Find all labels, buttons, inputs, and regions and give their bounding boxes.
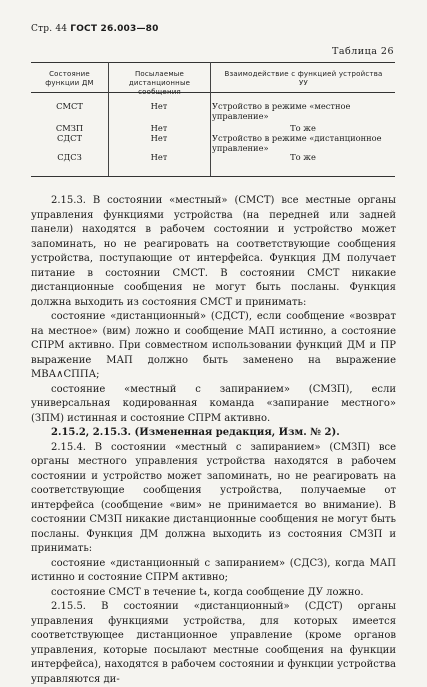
amendment-note: 2.15.2, 2.15.3. (Измененная редакция, Изм. № 2). <box>51 427 340 438</box>
column-header-messages: Посылаемые дистанционные сообщения <box>128 70 191 96</box>
table-cell-state: СМСТ <box>56 101 83 111</box>
table-cell-messages: Нет <box>150 133 168 143</box>
table-col-divider <box>210 62 211 176</box>
standard-code: ГОСТ 26.003—80 <box>70 24 159 34</box>
page-number: Стр. 44 <box>31 24 68 34</box>
table-cell-state: СДСТ <box>57 133 82 143</box>
body-text <box>31 194 396 687</box>
paragraph: 2.15.5. В состоянии «дистанционный» (СДСТ) органы управления функциями устройства, для которых имеется соответствующее дистанционное управление (кроме органов управления, которые посылают местные сообщения на функции интерфейса), находятся в рабочем состоянии и функции устройства управляются ди- <box>31 601 396 685</box>
table-cell-messages: Нет <box>150 123 168 133</box>
table-cell-state: СМЗП <box>55 123 84 133</box>
table-cell-messages: Нет <box>150 152 168 162</box>
state-table <box>31 62 395 177</box>
table-cell-messages: Нет <box>150 101 168 111</box>
table-cell-interaction: Устройство в режиме «дистанционное управление» <box>212 133 382 153</box>
column-header-state: Состояние функции ДМ <box>45 70 94 87</box>
page-header <box>31 24 159 34</box>
table-cell-interaction: Устройство в режиме «местное управление» <box>212 101 351 121</box>
table-top-rule <box>31 62 395 63</box>
column-header-interaction: Взаимодействие с функцией устройства УУ <box>224 70 383 87</box>
table-cell-state: СДСЗ <box>57 152 82 162</box>
paragraph: 2.15.3. В состоянии «местный» (СМСТ) все местные органы управления функциями устройства (на передней или задней панели) находятся в рабочем состоянии и устройство может запоминать, но не реагировать на соответствующие сообщения устройства, поступающие от интерфейса. Функция ДМ получает питание в состоянии СМСТ. В состоянии СМСТ никакие дистанционные сообщения не могут быть посланы. Функция должна выходить из состояния СМСТ и принимать: <box>31 195 396 308</box>
paragraph: состояние «местный с запиранием» (СМЗП), если универсальная кодированная команда «запирание местного» (ЗПМ) истинная и состояние СПРМ активно. <box>31 383 396 424</box>
paragraph: состояние СМСТ в течение t₄, когда сообщение ДУ ложно. <box>51 586 364 598</box>
paragraph: состояние «дистанционный с запиранием» (СДСЗ), когда МАП истинно и состояние СПРМ активно; <box>31 557 396 583</box>
table-title: Таблица 26 <box>332 46 394 57</box>
table-header-rule <box>31 92 395 93</box>
paragraph: состояние «дистанционный» (СДСТ), если сообщение «возврат на местное» (вим) ложно и сообщение МАП истинно, а состояние СПРМ активно. При совместном использовании функций ДМ и ПР выражение МАП должно быть заменено на выражение МВА∧СППА; <box>31 311 396 380</box>
table-cell-interaction: То же <box>290 123 316 133</box>
paragraph: 2.15.4. В состоянии «местный с запиранием» (СМЗП) все органы местного управления устройства находятся в рабочем состоянии и устройство может запоминать, но не реагировать на соответствующие сообщения устройства, получаемые от интерфейса (сообщение «вим» не принимается во внимание). В состоянии СМЗП никакие дистанционные сообщения не могут быть посланы. Функция ДМ должна выходить из состояния СМЗП и принимать: <box>31 441 396 554</box>
table-bottom-rule <box>31 176 395 177</box>
table-cell-interaction: То же <box>290 152 316 162</box>
